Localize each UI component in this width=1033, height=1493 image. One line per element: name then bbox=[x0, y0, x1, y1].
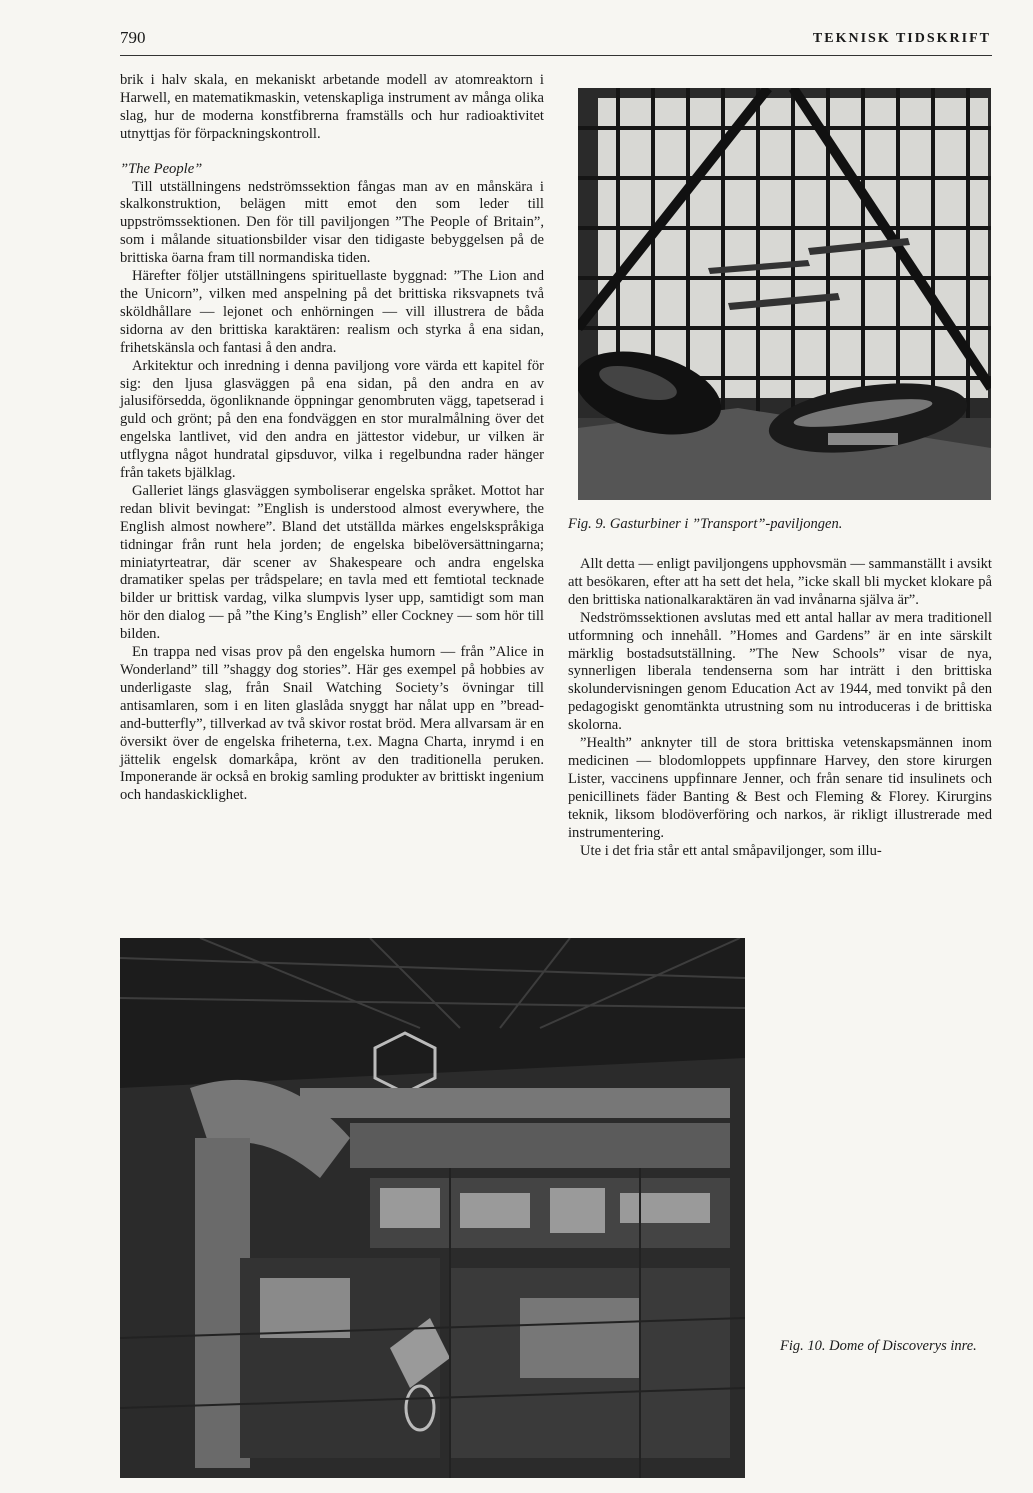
paragraph: Galleriet längs glasväggen symboliserar engelska språket. Mottot har redan blivit bevingat: ”English is understood almost everywhere, the English almost nowhere”. Bland det utställda märkes engelskspråkiga tidningar från runt hela jorden; de engelska bibelöversättningarna; miniatyrteatrar, där scener av Shakespeare och andra engelska dramatiker spelas per trådspelare; en tavla med ett femtiotal tecknade bilder ur brittisk vardag, vilka slumpvis lyser upp, samtidigt som man hör den dialog — på ”the King’s English” eller Cockney — som hör till bilden. bbox=[120, 482, 544, 643]
figure-10-photo bbox=[120, 938, 745, 1478]
journal-title: TEKNISK TIDSKRIFT bbox=[812, 31, 991, 46]
paragraph: En trappa ned visas prov på den engelska humorn — från ”Alice in Wonderland” till ”shaggy dog stories”. Här ges exempel på hobbies av underligaste slag, från Snail Watching Society’s övningar till antisamlaren, som i en liten glaslåda snyggt har nålat upp en ”bread-and-butterfly”, tillverkad av två skivor rostat bröd. Mera allvarsam är en översikt över de engelska friheterna, t.ex. Magna Charta, inrymd i en jättelik engelsk domarkåpa, krönt av den traditionella peruken. Imponerande är också en brokig samling produkter av brittiskt ingenium och handaskicklighet. bbox=[120, 644, 544, 804]
page-number: 790 bbox=[120, 28, 146, 47]
paragraph: ”Health” anknyter till de stora brittiska vetenskapsmännen inom medicinen — blodomloppets uppfinnare Harvey, den store kirurgen Lister, vaccinens uppfinnare Jenner, och från senare tid insulinets och penicillinets fäder Banting & Best och Fleming & Florey. Kirurgins teknik, liksom blodöverföring och narkos, är rikligt illustrerade med instrumentering. bbox=[568, 735, 992, 841]
paragraph: Till utställningens nedströmssektion fångas man av en månskära i skalkonstruktion, belägen mitt emot den som leder till uppströmssektionen. Den för till paviljongen ”The People of Britain”, som i målande situationsbilder visar den tidigaste bebyggelsen på de brittiska öarna fram till normandiska tiden. bbox=[120, 178, 544, 267]
paragraph: Allt detta — enligt paviljongens upphovsmän — sammanställt i avsikt att besökaren, efter att ha sett det hela, ”icke skall bli mycket klokare på den brittiska nationalkaraktären än vad invånarna själva är”. bbox=[568, 556, 992, 608]
left-text-column bbox=[120, 72, 544, 805]
right-text-column bbox=[568, 556, 992, 860]
paragraph: Ute i det fria står ett antal småpaviljonger, som illu- bbox=[580, 842, 882, 859]
paragraph: Arkitektur och inredning i denna paviljong vore värda ett kapitel för sig: den ljusa glasväggen på ena sidan, på den andra en av jalusiförsedda, ögonliknande öppningar genombruten vägg, tapetserad i guld och grönt; på den ena fondväggen en stor muralmålning över det engelska lantlivet, vid den andra en jättestor videbur, ur vilken är utflygna något hundratal gipsduvor, vilka i regelbundna rader hänger från takets bjälklag. bbox=[120, 357, 544, 482]
figure-10-caption: Fig. 10. Dome of Discoverys inre. bbox=[780, 1338, 977, 1354]
section-heading: ”The People” bbox=[120, 160, 203, 177]
paragraph: brik i halv skala, en mekaniskt arbetande modell av atomreaktorn i Harwell, en matematikmaskin, vetenskapliga instrument av många olika slag, hur de moderna konstfibrerna framställs och hur radioaktivitet utnyttjas för förpackningskontroll. bbox=[120, 72, 544, 142]
figure-9-caption: Fig. 9. Gasturbiner i ”Transport”-paviljongen. bbox=[568, 516, 843, 532]
header-rule bbox=[120, 55, 992, 56]
figure-9-photo bbox=[578, 88, 991, 500]
paragraph: Nedströmssektionen avslutas med ett antal hallar av mera traditionell utformning och innehåll. ”Homes and Gardens” är en inte särskilt märklig bostadsutställning. ”The New Schools” visar de nya, synnerligen liberala tendenserna som har inträtt i den brittiska skolundervisningen genom Education Act av 1944, med tonvikt på den pedagogiskt genomtänkta utrustning som nu introduceras i de brittiska skolorna. bbox=[568, 609, 992, 734]
paragraph: Härefter följer utställningens spirituellaste byggnad: ”The Lion and the Unicorn”, vilken med anspelning på det brittiska riksvapnets två sköldhållare — lejonet och enhörningen — vill illustrera de båda sidorna av den brittiska karaktären: realism och styrka å ena sidan, frihetskänsla och fantasi å den andra. bbox=[120, 268, 544, 356]
